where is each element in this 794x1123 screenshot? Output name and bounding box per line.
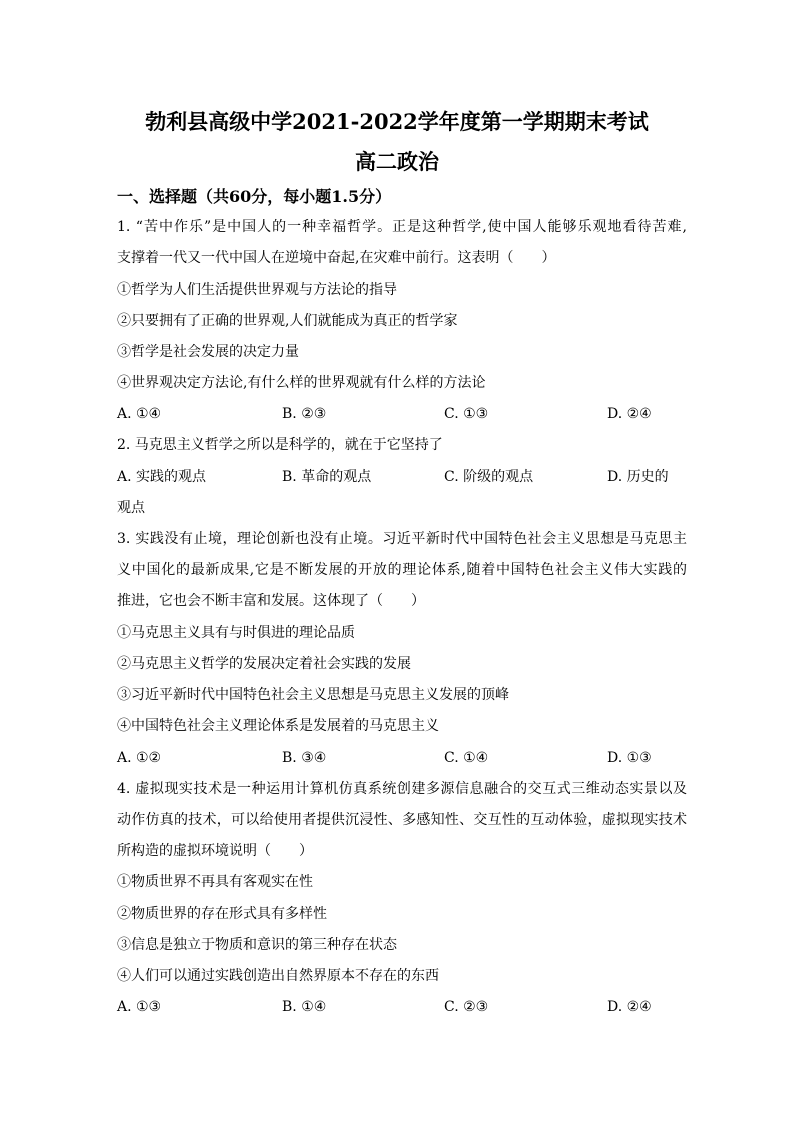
question-1-item-3: ③哲学是社会发展的决定力量 xyxy=(117,344,299,360)
question-3-item-4: ④中国特色社会主义理论体系是发展着的马克思主义 xyxy=(117,718,439,734)
question-4-item-2: ②物质世界的存在形式具有多样性 xyxy=(117,906,327,922)
section-heading: 一、选择题（共60分，每小题1.5分） xyxy=(117,187,392,206)
question-4-item-1: ①物质世界不再具有客观实在性 xyxy=(117,874,313,890)
question-1-option-c: C. ①③ xyxy=(444,406,489,422)
question-4-item-4: ④人们可以通过实践创造出自然界原本不存在的东西 xyxy=(117,968,439,984)
question-1-option-b: B. ②③ xyxy=(282,406,327,422)
question-1-option-d: D. ②④ xyxy=(607,406,652,422)
question-3-line-2: 义中国化的最新成果,它是不断发展的开放的理论体系,随着中国特色社会主义伟大实践的 xyxy=(117,562,687,578)
question-1-item-1: ①哲学为人们生活提供世界观与方法论的指导 xyxy=(117,282,397,298)
question-2-option-b: B. 革命的观点 xyxy=(282,469,372,485)
question-1-item-2: ②只要拥有了正确的世界观,人们就能成为真正的哲学家 xyxy=(117,313,458,329)
question-3-item-1: ①马克思主义具有与时俱进的理论品质 xyxy=(117,625,355,641)
question-3-line-3: 推进，它也会不断丰富和发展。这体现了（ ） xyxy=(117,593,425,609)
question-3-option-b: B. ③④ xyxy=(282,750,327,766)
question-4-line-1: 4. 虚拟现实技术是一种运用计算机仿真系统创建多源信息融合的交互式三维动态实景以及 xyxy=(117,781,687,797)
question-2-line-1: 2. 马克思主义哲学之所以是科学的，就在于它坚持了 xyxy=(117,437,443,453)
question-1-line-2: 支撑着一代又一代中国人在逆境中奋起,在灾难中前行。这表明（ ） xyxy=(117,250,556,266)
question-3-item-3: ③习近平新时代中国特色社会主义思想是马克思主义发展的顶峰 xyxy=(117,687,509,703)
question-1-line-1: 1. “苦中作乐”是中国人的一种幸福哲学。正是这种哲学,使中国人能够乐观地看待苦难, xyxy=(117,219,687,235)
question-1-item-4: ④世界观决定方法论,有什么样的世界观就有什么样的方法论 xyxy=(117,375,486,391)
question-4-option-a: A. ①③ xyxy=(117,999,162,1015)
question-4-option-d: D. ②④ xyxy=(607,999,652,1015)
question-4-option-c: C. ②③ xyxy=(444,999,489,1015)
question-3-option-a: A. ①② xyxy=(117,750,162,766)
exam-subtitle: 高二政治 xyxy=(355,149,439,174)
question-3-option-d: D. ①③ xyxy=(607,750,652,766)
question-4-option-b: B. ①④ xyxy=(282,999,327,1015)
question-3-option-c: C. ①④ xyxy=(444,750,489,766)
question-4-line-3: 所构造的虚拟环境说明（ ） xyxy=(117,843,313,859)
question-4-line-2: 动作仿真的技术，可以给使用者提供沉浸性、多感知性、交互性的互动体验，虚拟现实技术 xyxy=(117,812,687,828)
question-2-option-d: D. 历史的 xyxy=(607,469,669,485)
question-2-option-d-wrap: 观点 xyxy=(117,500,145,516)
question-1-option-a: A. ①④ xyxy=(117,406,162,422)
question-2-option-c: C. 阶级的观点 xyxy=(444,469,534,485)
question-2-option-a: A. 实践的观点 xyxy=(117,469,207,485)
question-3-line-1: 3. 实践没有止境，理论创新也没有止境。习近平新时代中国特色社会主义思想是马克思主 xyxy=(117,531,687,547)
question-4-item-3: ③信息是独立于物质和意识的第三种存在状态 xyxy=(117,937,397,953)
exam-title: 勃利县高级中学2021-2022学年度第一学期期末考试 xyxy=(145,109,649,134)
question-3-item-2: ②马克思主义哲学的发展决定着社会实践的发展 xyxy=(117,656,411,672)
